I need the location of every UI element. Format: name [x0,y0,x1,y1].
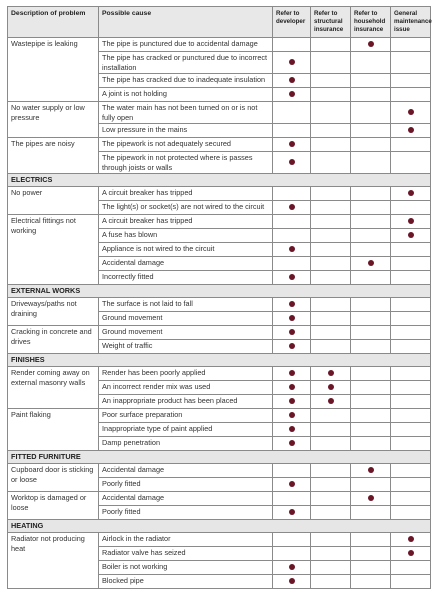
possible-cause: Blocked pipe [99,575,273,589]
refer-household-cell [351,340,391,354]
possible-cause: Radiator valve has seized [99,547,273,561]
refer-structural-cell [311,437,351,451]
table-row [8,326,431,340]
header-description: Description of problem [8,7,99,38]
general-maintenance-cell [391,152,431,174]
refer-household-cell [351,381,391,395]
marker-dot-icon [289,384,295,390]
general-maintenance-cell [391,340,431,354]
possible-cause: Accidental damage [99,492,273,506]
refer-developer-cell [273,464,311,478]
general-maintenance-cell [391,298,431,312]
refer-structural-cell [311,52,351,74]
general-maintenance-cell [391,74,431,88]
section-heading: FINISHES [8,354,431,367]
header-refer-developer: Refer to developer [273,7,311,38]
refer-developer-cell [273,409,311,423]
general-maintenance-cell [391,124,431,138]
refer-developer-cell [273,395,311,409]
marker-dot-icon [289,141,295,147]
marker-dot-icon [289,440,295,446]
possible-cause: A joint is not holding [99,88,273,102]
marker-dot-icon [289,246,295,252]
refer-structural-cell [311,409,351,423]
table-row [8,464,431,478]
general-maintenance-cell [391,326,431,340]
possible-cause: An incorrect render mix was used [99,381,273,395]
marker-dot-icon [289,329,295,335]
general-maintenance-cell [391,187,431,201]
header-possible-cause: Possible cause [99,7,273,38]
problem-description: Radiator not producing heat [8,533,99,589]
general-maintenance-cell [391,102,431,124]
refer-developer-cell [273,533,311,547]
marker-dot-icon [328,370,334,376]
refer-household-cell [351,38,391,52]
possible-cause: Weight of traffic [99,340,273,354]
possible-cause: Damp penetration [99,437,273,451]
refer-developer-cell [273,38,311,52]
refer-structural-cell [311,215,351,229]
refer-structural-cell [311,138,351,152]
marker-dot-icon [408,190,414,196]
refer-household-cell [351,243,391,257]
possible-cause: Inappropriate type of paint applied [99,423,273,437]
section-row [8,285,431,298]
marker-dot-icon [289,370,295,376]
general-maintenance-cell [391,547,431,561]
refer-structural-cell [311,229,351,243]
possible-cause: The pipework is not adequately secured [99,138,273,152]
marker-dot-icon [289,77,295,83]
possible-cause: Appliance is not wired to the circuit [99,243,273,257]
refer-household-cell [351,547,391,561]
section-heading: EXTERNAL WORKS [8,285,431,298]
refer-structural-cell [311,478,351,492]
refer-structural-cell [311,575,351,589]
refer-structural-cell [311,492,351,506]
possible-cause: Ground movement [99,326,273,340]
general-maintenance-cell [391,52,431,74]
refer-household-cell [351,215,391,229]
marker-dot-icon [368,495,374,501]
refer-household-cell [351,437,391,451]
refer-household-cell [351,478,391,492]
refer-structural-cell [311,340,351,354]
general-maintenance-cell [391,395,431,409]
refer-structural-cell [311,533,351,547]
refer-developer-cell [273,88,311,102]
marker-dot-icon [289,426,295,432]
possible-cause: The water main has not been turned on or is not fully open [99,102,273,124]
general-maintenance-cell [391,88,431,102]
refer-developer-cell [273,340,311,354]
refer-developer-cell [273,52,311,74]
refer-developer-cell [273,423,311,437]
possible-cause: An inappropriate product has been placed [99,395,273,409]
refer-structural-cell [311,464,351,478]
marker-dot-icon [368,41,374,47]
marker-dot-icon [289,301,295,307]
marker-dot-icon [408,218,414,224]
general-maintenance-cell [391,215,431,229]
marker-dot-icon [328,398,334,404]
marker-dot-icon [289,481,295,487]
header-refer-household: Refer to household insurance [351,7,391,38]
table-row [8,215,431,229]
refer-developer-cell [273,437,311,451]
table-row [8,187,431,201]
refer-household-cell [351,395,391,409]
possible-cause: The light(s) or socket(s) are not wired to the circuit [99,201,273,215]
refer-structural-cell [311,187,351,201]
possible-cause: Accidental damage [99,257,273,271]
problem-description: No power [8,187,99,215]
general-maintenance-cell [391,533,431,547]
general-maintenance-cell [391,561,431,575]
marker-dot-icon [408,550,414,556]
refer-developer-cell [273,138,311,152]
table-row [8,102,431,124]
possible-cause: Accidental damage [99,464,273,478]
table-row [8,298,431,312]
general-maintenance-cell [391,423,431,437]
refer-structural-cell [311,201,351,215]
problem-description: Cracking in concrete and drives [8,326,99,354]
refer-developer-cell [273,152,311,174]
section-row [8,520,431,533]
general-maintenance-cell [391,492,431,506]
possible-cause: The pipe has cracked or punctured due to incorrect installation [99,52,273,74]
general-maintenance-cell [391,312,431,326]
general-maintenance-cell [391,575,431,589]
refer-developer-cell [273,575,311,589]
marker-dot-icon [289,343,295,349]
header-refer-structural: Refer to structural insurance [311,7,351,38]
possible-cause: Incorrectly fitted [99,271,273,285]
refer-structural-cell [311,312,351,326]
problem-description: Worktop is damaged or loose [8,492,99,520]
refer-structural-cell [311,326,351,340]
refer-household-cell [351,88,391,102]
refer-developer-cell [273,243,311,257]
possible-cause: Poorly fitted [99,478,273,492]
refer-structural-cell [311,257,351,271]
general-maintenance-cell [391,464,431,478]
marker-dot-icon [289,398,295,404]
possible-cause: A fuse has blown [99,229,273,243]
refer-household-cell [351,152,391,174]
refer-household-cell [351,367,391,381]
refer-developer-cell [273,229,311,243]
possible-cause: A circuit breaker has tripped [99,187,273,201]
header-general-maintenance: General maintenance issue [391,7,431,38]
refer-developer-cell [273,547,311,561]
refer-developer-cell [273,506,311,520]
refer-developer-cell [273,312,311,326]
table-row [8,38,431,52]
refer-household-cell [351,492,391,506]
refer-developer-cell [273,561,311,575]
refer-developer-cell [273,492,311,506]
refer-developer-cell [273,257,311,271]
maintenance-table-page [7,6,430,589]
possible-cause: The pipe has cracked due to inadequate insulation [99,74,273,88]
refer-structural-cell [311,152,351,174]
refer-structural-cell [311,367,351,381]
marker-dot-icon [289,564,295,570]
general-maintenance-cell [391,367,431,381]
table-row [8,492,431,506]
refer-household-cell [351,52,391,74]
possible-cause: Poorly fitted [99,506,273,520]
refer-developer-cell [273,478,311,492]
refer-household-cell [351,464,391,478]
possible-cause: Low pressure in the mains [99,124,273,138]
refer-household-cell [351,533,391,547]
possible-cause: Boiler is not working [99,561,273,575]
refer-developer-cell [273,201,311,215]
refer-structural-cell [311,102,351,124]
marker-dot-icon [368,260,374,266]
table-header [8,7,431,38]
refer-structural-cell [311,298,351,312]
maintenance-table [7,6,431,589]
refer-household-cell [351,74,391,88]
refer-structural-cell [311,74,351,88]
marker-dot-icon [289,274,295,280]
possible-cause: Render has been poorly applied [99,367,273,381]
refer-developer-cell [273,381,311,395]
general-maintenance-cell [391,381,431,395]
marker-dot-icon [289,578,295,584]
marker-dot-icon [289,91,295,97]
refer-structural-cell [311,547,351,561]
possible-cause: The pipework in not protected where is passes through joists or walls [99,152,273,174]
section-heading: ELECTRICS [8,174,431,187]
refer-structural-cell [311,271,351,285]
general-maintenance-cell [391,409,431,423]
refer-structural-cell [311,561,351,575]
general-maintenance-cell [391,201,431,215]
general-maintenance-cell [391,506,431,520]
general-maintenance-cell [391,38,431,52]
refer-household-cell [351,102,391,124]
marker-dot-icon [289,204,295,210]
marker-dot-icon [289,159,295,165]
marker-dot-icon [408,232,414,238]
refer-developer-cell [273,124,311,138]
marker-dot-icon [328,384,334,390]
refer-structural-cell [311,88,351,102]
marker-dot-icon [408,536,414,542]
possible-cause: The surface is not laid to fall [99,298,273,312]
refer-developer-cell [273,298,311,312]
marker-dot-icon [408,127,414,133]
refer-household-cell [351,409,391,423]
section-row [8,174,431,187]
possible-cause: The pipe is punctured due to accidental damage [99,38,273,52]
section-heading: FITTED FURNITURE [8,451,431,464]
refer-structural-cell [311,423,351,437]
problem-description: The pipes are noisy [8,138,99,174]
table-row [8,138,431,152]
section-heading: HEATING [8,520,431,533]
problem-description: Paint flaking [8,409,99,451]
table-row [8,367,431,381]
refer-household-cell [351,257,391,271]
refer-household-cell [351,124,391,138]
refer-household-cell [351,326,391,340]
marker-dot-icon [408,109,414,115]
refer-structural-cell [311,38,351,52]
table-row [8,409,431,423]
general-maintenance-cell [391,437,431,451]
general-maintenance-cell [391,478,431,492]
table-body [8,38,431,589]
marker-dot-icon [289,315,295,321]
marker-dot-icon [289,412,295,418]
general-maintenance-cell [391,229,431,243]
refer-household-cell [351,506,391,520]
refer-developer-cell [273,326,311,340]
problem-description: Render coming away on external masonry walls [8,367,99,409]
marker-dot-icon [289,59,295,65]
refer-household-cell [351,575,391,589]
problem-description: Cupboard door is sticking or loose [8,464,99,492]
possible-cause: A circuit breaker has tripped [99,215,273,229]
refer-household-cell [351,138,391,152]
refer-structural-cell [311,243,351,257]
refer-household-cell [351,423,391,437]
refer-developer-cell [273,102,311,124]
refer-household-cell [351,312,391,326]
refer-household-cell [351,271,391,285]
refer-developer-cell [273,74,311,88]
general-maintenance-cell [391,257,431,271]
refer-household-cell [351,561,391,575]
refer-developer-cell [273,271,311,285]
marker-dot-icon [368,467,374,473]
section-row [8,354,431,367]
refer-household-cell [351,298,391,312]
section-row [8,451,431,464]
refer-household-cell [351,229,391,243]
refer-structural-cell [311,381,351,395]
table-row [8,533,431,547]
general-maintenance-cell [391,243,431,257]
problem-description: Electrical fittings not working [8,215,99,285]
refer-structural-cell [311,124,351,138]
refer-structural-cell [311,506,351,520]
refer-developer-cell [273,215,311,229]
problem-description: No water supply or low pressure [8,102,99,138]
general-maintenance-cell [391,271,431,285]
refer-structural-cell [311,395,351,409]
refer-household-cell [351,187,391,201]
refer-developer-cell [273,367,311,381]
problem-description: Wastepipe is leaking [8,38,99,102]
problem-description: Driveways/paths not draining [8,298,99,326]
general-maintenance-cell [391,138,431,152]
marker-dot-icon [289,509,295,515]
refer-developer-cell [273,187,311,201]
possible-cause: Airlock in the radiator [99,533,273,547]
refer-household-cell [351,201,391,215]
possible-cause: Ground movement [99,312,273,326]
possible-cause: Poor surface preparation [99,409,273,423]
